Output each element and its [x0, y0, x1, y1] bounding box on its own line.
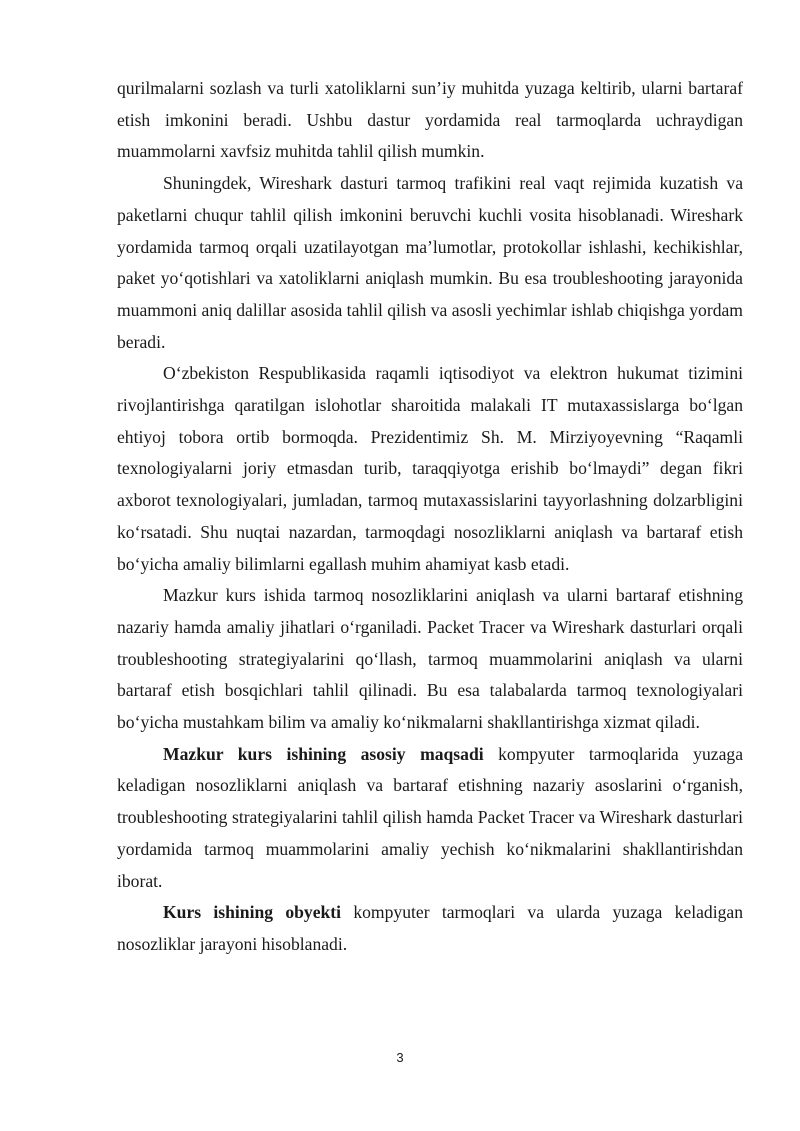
- paragraph-continuation: [117, 73, 743, 168]
- paragraph-course-object: [117, 897, 743, 960]
- paragraph-course-goal: [117, 739, 743, 898]
- paragraph-uzbekistan: [117, 358, 743, 580]
- document-body: [117, 73, 743, 961]
- paragraph-wireshark: [117, 168, 743, 358]
- paragraph-text: kompyuter tarmoqlari va ularda yuzaga keladigan nosozliklar jarayoni hisoblanadi.: [117, 902, 743, 954]
- paragraph-text: O‘zbekiston Respublikasida raqamli iqtisodiyot va elektron hukumat tizimini rivojlantirishga qaratilgan islohotlar sharoitida malakali IT mutaxassislarga bo‘lgan ehtiyoj tobora ortib bormoqda. Prezidentimiz Sh. M. Mirziyoyevning “Raqamli texnologiyalarni joriy etmasdan turib, taraqqiyotga erishib bo‘lmaydi” degan fikri axborot texnologiyalari, jumladan, tarmoq mutaxassislarini tayyorlashning dolzarbligini ko‘rsatadi. Shu nuqtai nazardan, tarmoqdagi nosozliklarni aniqlash va bartaraf etish bo‘yicha amaliy bilimlarni egallash muhim ahamiyat kasb etadi.: [117, 363, 743, 574]
- paragraph-text: kompyuter tarmoqlarida yuzaga keladigan nosozliklarni aniqlash va bartaraf etishning nazariy asoslarini o‘rganish, troubleshooting strategiyalarini tahlil qilish hamda Packet Tracer va Wireshark dasturlari yordamida tarmoq muammolarini amaliy yechish ko‘nikmalarini shakllantirishdan iborat.: [117, 743, 744, 891]
- paragraph-bold-lead: Mazkur kurs ishining asosiy maqsadi: [163, 743, 484, 764]
- paragraph-bold-lead: Kurs ishining obyekti: [163, 902, 342, 923]
- paragraph-text: qurilmalarni sozlash va turli xatoliklarni sun’iy muhitda yuzaga keltirib, ularni bartaraf etish imkonini beradi. Ushbu dastur yordamida real tarmoqlarda uchraydigan muammolarni xavfsiz muhitda tahlil qilish mumkin.: [117, 78, 743, 162]
- paragraph-text: Shuningdek, Wireshark dasturi tarmoq trafikini real vaqt rejimida kuzatish va paketlarni chuqur tahlil qilish imkonini beruvchi kuchli vosita hisoblanadi. Wireshark yordamida tarmoq orqali uzatilayotgan ma’lumotlar, protokollar ishlashi, kechikishlar, paket yo‘qotishlari va xatoliklarni aniqlash mumkin. Bu esa troubleshooting jarayonida muammoni aniq dalillar asosida tahlil qilish va asosli yechimlar ishlab chiqishga yordam beradi.: [117, 173, 743, 352]
- page-number: 3: [396, 1050, 404, 1065]
- paragraph-text: Mazkur kurs ishida tarmoq nosozliklarini aniqlash va ularni bartaraf etishning nazariy hamda amaliy jihatlari o‘rganiladi. Packet Tracer va Wireshark dasturlari orqali troubleshooting strategiyalarini qo‘llash, tarmoq muammolarini aniqlash va ularni bartaraf etish bosqichlari tahlil qilinadi. Bu esa talabalarda tarmoq texnologiyalari bo‘yicha mustahkam bilim va amaliy ko‘nikmalarni shakllantirishga xizmat qiladi.: [117, 585, 743, 733]
- paragraph-course-scope: [117, 580, 743, 739]
